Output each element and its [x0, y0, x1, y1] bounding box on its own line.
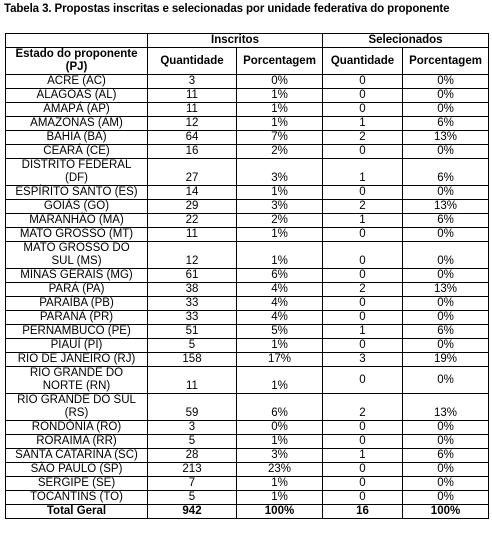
inscritos-quantidade-cell: 16	[148, 145, 237, 159]
state-name-line: TOCANTINS (TO)	[30, 491, 123, 503]
inscritos-porcentagem-cell: 6%	[237, 269, 323, 283]
selecionados-porcentagem-cell: 0%	[403, 269, 489, 283]
table-row	[6, 297, 489, 311]
inscritos-quantidade-cell: 12	[148, 242, 237, 269]
header-estado-line1: Estado do proponente	[15, 48, 138, 60]
header-selecionados: Selecionados	[323, 34, 489, 48]
inscritos-quantidade-cell: 3	[148, 75, 237, 89]
state-name-line: NORTE (RN)	[42, 380, 111, 392]
table-row	[6, 117, 489, 131]
selecionados-quantidade-cell: 3	[323, 353, 403, 367]
selecionados-quantidade-cell: 0	[323, 75, 403, 89]
selecionados-quantidade-cell: 0	[323, 145, 403, 159]
table-row	[6, 477, 489, 491]
inscritos-quantidade-cell: 14	[148, 186, 237, 200]
state-cell	[6, 297, 148, 311]
selecionados-porcentagem-cell: 0%	[403, 477, 489, 491]
state-cell	[6, 75, 148, 89]
state-name-line: MARANHÃO (MA)	[29, 214, 124, 226]
state-cell	[6, 311, 148, 325]
selecionados-quantidade-cell: 1	[323, 325, 403, 339]
table-row	[6, 449, 489, 463]
inscritos-quantidade-cell: 5	[148, 435, 237, 449]
state-name-line: MATO GROSSO DO	[23, 242, 130, 254]
state-name-line: PARAÍBA (PB)	[39, 297, 114, 309]
inscritos-porcentagem-cell: 0%	[237, 75, 323, 89]
state-cell	[6, 491, 148, 505]
table-row	[6, 131, 489, 145]
selecionados-quantidade-cell: 0	[323, 89, 403, 103]
table-row	[6, 242, 489, 269]
selecionados-quantidade-cell: 0	[323, 463, 403, 477]
state-name-line: AMAPÁ (AP)	[43, 103, 110, 115]
inscritos-porcentagem-cell: 4%	[237, 283, 323, 297]
table-row	[6, 394, 489, 421]
table-row	[6, 75, 489, 89]
total-label: Total Geral	[6, 505, 148, 519]
inscritos-quantidade-cell: 29	[148, 200, 237, 214]
state-cell	[6, 269, 148, 283]
selecionados-quantidade-cell: 2	[323, 131, 403, 145]
inscritos-porcentagem-cell: 1%	[237, 491, 323, 505]
state-name-line: CEARÁ (CE)	[43, 145, 110, 157]
state-cell	[6, 367, 148, 394]
state-name-line: SANTA CATARINA (SC)	[15, 449, 138, 461]
inscritos-quantidade-cell: 33	[148, 297, 237, 311]
selecionados-quantidade-cell: 2	[323, 394, 403, 421]
inscritos-porcentagem-cell: 4%	[237, 297, 323, 311]
state-name-line: RIO GRANDE DO SUL	[17, 394, 136, 406]
selecionados-porcentagem-cell: 0%	[403, 435, 489, 449]
table-row	[6, 159, 489, 186]
state-name-line: GOIÁS (GO)	[43, 200, 110, 212]
inscritos-quantidade-cell: 5	[148, 491, 237, 505]
table-row	[6, 353, 489, 367]
table-row	[6, 463, 489, 477]
inscritos-quantidade-cell: 61	[148, 269, 237, 283]
selecionados-porcentagem-cell: 0%	[403, 242, 489, 269]
inscritos-porcentagem-cell: 0%	[237, 421, 323, 435]
selecionados-porcentagem-cell: 0%	[403, 491, 489, 505]
inscritos-quantidade-cell: 11	[148, 103, 237, 117]
header-selecionados-quantidade: Quantidade	[323, 48, 403, 75]
selecionados-porcentagem-cell: 0%	[403, 186, 489, 200]
selecionados-porcentagem-cell: 13%	[403, 131, 489, 145]
inscritos-quantidade-cell: 51	[148, 325, 237, 339]
total-selecionados-quantidade: 16	[323, 505, 403, 519]
selecionados-porcentagem-cell: 0%	[403, 297, 489, 311]
inscritos-porcentagem-cell: 7%	[237, 131, 323, 145]
state-cell	[6, 214, 148, 228]
state-name-line: AMAZONAS (AM)	[30, 117, 123, 129]
selecionados-porcentagem-cell: 0%	[403, 367, 489, 394]
inscritos-porcentagem-cell: 1%	[237, 228, 323, 242]
selecionados-porcentagem-cell: 0%	[403, 463, 489, 477]
inscritos-quantidade-cell: 213	[148, 463, 237, 477]
selecionados-porcentagem-cell: 0%	[403, 339, 489, 353]
inscritos-quantidade-cell: 3	[148, 421, 237, 435]
inscritos-quantidade-cell: 11	[148, 228, 237, 242]
state-name-line: SUL (MS)	[51, 255, 102, 267]
state-cell	[6, 200, 148, 214]
table-row	[6, 228, 489, 242]
state-name-line: ACRE (AC)	[47, 75, 106, 87]
inscritos-porcentagem-cell: 2%	[237, 214, 323, 228]
selecionados-porcentagem-cell: 6%	[403, 159, 489, 186]
state-cell	[6, 477, 148, 491]
selecionados-porcentagem-cell: 13%	[403, 200, 489, 214]
inscritos-quantidade-cell: 11	[148, 89, 237, 103]
inscritos-porcentagem-cell: 17%	[237, 353, 323, 367]
selecionados-quantidade-cell: 0	[323, 421, 403, 435]
inscritos-porcentagem-cell: 1%	[237, 117, 323, 131]
selecionados-porcentagem-cell: 13%	[403, 283, 489, 297]
selecionados-porcentagem-cell: 0%	[403, 145, 489, 159]
selecionados-porcentagem-cell: 0%	[403, 228, 489, 242]
inscritos-porcentagem-cell: 1%	[237, 435, 323, 449]
selecionados-quantidade-cell: 0	[323, 186, 403, 200]
state-name-line: (DF)	[65, 172, 88, 184]
table-row	[6, 103, 489, 117]
table-row	[6, 435, 489, 449]
selecionados-quantidade-cell: 0	[323, 269, 403, 283]
inscritos-porcentagem-cell: 1%	[237, 367, 323, 394]
state-name-line: MINAS GERAIS (MG)	[20, 269, 133, 281]
inscritos-quantidade-cell: 7	[148, 477, 237, 491]
table-row	[6, 339, 489, 353]
header-estado-line2: (PJ)	[65, 61, 88, 73]
selecionados-quantidade-cell: 1	[323, 449, 403, 463]
state-name-line: SÃO PAULO (SP)	[30, 463, 123, 475]
inscritos-porcentagem-cell: 1%	[237, 186, 323, 200]
state-cell	[6, 89, 148, 103]
selecionados-quantidade-cell: 2	[323, 283, 403, 297]
inscritos-porcentagem-cell: 2%	[237, 145, 323, 159]
inscritos-quantidade-cell: 11	[148, 367, 237, 394]
inscritos-quantidade-cell: 33	[148, 311, 237, 325]
selecionados-quantidade-cell: 0	[323, 297, 403, 311]
state-name-line: ALAGOAS (AL)	[36, 89, 117, 101]
selecionados-porcentagem-cell: 6%	[403, 325, 489, 339]
inscritos-porcentagem-cell: 3%	[237, 449, 323, 463]
table-row	[6, 491, 489, 505]
table-row	[6, 421, 489, 435]
table-row	[6, 269, 489, 283]
state-cell	[6, 186, 148, 200]
selecionados-quantidade-cell: 1	[323, 117, 403, 131]
table-row	[6, 283, 489, 297]
inscritos-porcentagem-cell: 5%	[237, 325, 323, 339]
selecionados-quantidade-cell: 0	[323, 228, 403, 242]
state-name-line: PARANÁ (PR)	[39, 311, 114, 323]
inscritos-quantidade-cell: 38	[148, 283, 237, 297]
state-cell	[6, 283, 148, 297]
state-name-line: PERNAMBUCO (PE)	[22, 325, 131, 337]
state-cell	[6, 242, 148, 269]
inscritos-quantidade-cell: 59	[148, 394, 237, 421]
header-selecionados-porcentagem: Porcentagem	[403, 48, 489, 75]
table-row	[6, 89, 489, 103]
selecionados-porcentagem-cell: 6%	[403, 214, 489, 228]
table-row	[6, 311, 489, 325]
selecionados-quantidade-cell: 1	[323, 159, 403, 186]
selecionados-quantidade-cell: 1	[323, 214, 403, 228]
header-blank	[6, 34, 148, 48]
selecionados-quantidade-cell: 0	[323, 242, 403, 269]
table-row	[6, 325, 489, 339]
selecionados-porcentagem-cell: 6%	[403, 449, 489, 463]
state-name-line: RIO GRANDE DO	[29, 367, 124, 379]
state-cell	[6, 131, 148, 145]
state-cell	[6, 449, 148, 463]
state-cell	[6, 339, 148, 353]
state-cell	[6, 463, 148, 477]
state-cell	[6, 228, 148, 242]
inscritos-quantidade-cell: 158	[148, 353, 237, 367]
inscritos-quantidade-cell: 5	[148, 339, 237, 353]
table-row	[6, 186, 489, 200]
state-cell	[6, 353, 148, 367]
table-row	[6, 200, 489, 214]
header-inscritos: Inscritos	[148, 34, 323, 48]
total-inscritos-quantidade: 942	[148, 505, 237, 519]
state-name-line: SERGIPE (SE)	[37, 477, 116, 489]
selecionados-quantidade-cell: 0	[323, 367, 403, 394]
header-estado	[6, 48, 148, 75]
state-name-line: PIAUÍ (PI)	[50, 339, 103, 351]
inscritos-porcentagem-cell: 1%	[237, 242, 323, 269]
selecionados-porcentagem-cell: 0%	[403, 89, 489, 103]
table-title: Tabela 3. Propostas inscritas e selecionadas por unidade federativa do proponente	[4, 3, 450, 15]
selecionados-quantidade-cell: 0	[323, 435, 403, 449]
inscritos-porcentagem-cell: 4%	[237, 311, 323, 325]
inscritos-porcentagem-cell: 1%	[237, 339, 323, 353]
selecionados-porcentagem-cell: 6%	[403, 117, 489, 131]
state-name-line: ESPÍRITO SANTO (ES)	[15, 186, 138, 198]
selecionados-porcentagem-cell: 19%	[403, 353, 489, 367]
selecionados-quantidade-cell: 2	[323, 200, 403, 214]
state-name-line: MATO GROSSO (MT)	[19, 228, 134, 240]
state-name-line: RORAIMA (RR)	[36, 435, 117, 447]
header-inscritos-quantidade: Quantidade	[148, 48, 237, 75]
state-name-line: RIO DE JANEIRO (RJ)	[17, 353, 136, 365]
state-cell	[6, 421, 148, 435]
inscritos-porcentagem-cell: 1%	[237, 89, 323, 103]
state-cell	[6, 145, 148, 159]
proposals-table	[5, 33, 489, 519]
state-cell	[6, 103, 148, 117]
inscritos-porcentagem-cell: 3%	[237, 159, 323, 186]
state-cell	[6, 435, 148, 449]
state-name-line: (RS)	[64, 407, 89, 419]
state-name-line: RONDÔNIA (RO)	[31, 421, 122, 433]
selecionados-porcentagem-cell: 0%	[403, 421, 489, 435]
selecionados-porcentagem-cell: 0%	[403, 311, 489, 325]
table-row	[6, 367, 489, 394]
selecionados-porcentagem-cell: 0%	[403, 75, 489, 89]
table-row	[6, 214, 489, 228]
selecionados-quantidade-cell: 0	[323, 491, 403, 505]
table-row	[6, 145, 489, 159]
inscritos-quantidade-cell: 22	[148, 214, 237, 228]
state-name-line: BAHIA (BA)	[46, 131, 107, 143]
selecionados-quantidade-cell: 0	[323, 339, 403, 353]
state-name-line: DISTRITO FEDERAL	[21, 159, 132, 171]
inscritos-porcentagem-cell: 23%	[237, 463, 323, 477]
inscritos-porcentagem-cell: 6%	[237, 394, 323, 421]
selecionados-quantidade-cell: 0	[323, 477, 403, 491]
state-name-line: PARÁ (PA)	[48, 283, 105, 295]
total-row	[6, 505, 489, 519]
inscritos-porcentagem-cell: 3%	[237, 200, 323, 214]
inscritos-porcentagem-cell: 1%	[237, 103, 323, 117]
selecionados-quantidade-cell: 0	[323, 103, 403, 117]
inscritos-quantidade-cell: 27	[148, 159, 237, 186]
state-cell	[6, 325, 148, 339]
inscritos-porcentagem-cell: 1%	[237, 477, 323, 491]
inscritos-quantidade-cell: 64	[148, 131, 237, 145]
selecionados-porcentagem-cell: 13%	[403, 394, 489, 421]
total-selecionados-porcentagem: 100%	[403, 505, 489, 519]
selecionados-porcentagem-cell: 0%	[403, 103, 489, 117]
state-cell	[6, 159, 148, 186]
header-inscritos-porcentagem: Porcentagem	[237, 48, 323, 75]
inscritos-quantidade-cell: 12	[148, 117, 237, 131]
inscritos-quantidade-cell: 28	[148, 449, 237, 463]
state-cell	[6, 394, 148, 421]
state-cell	[6, 117, 148, 131]
selecionados-quantidade-cell: 0	[323, 311, 403, 325]
table-body	[6, 75, 489, 505]
total-inscritos-porcentagem: 100%	[237, 505, 323, 519]
